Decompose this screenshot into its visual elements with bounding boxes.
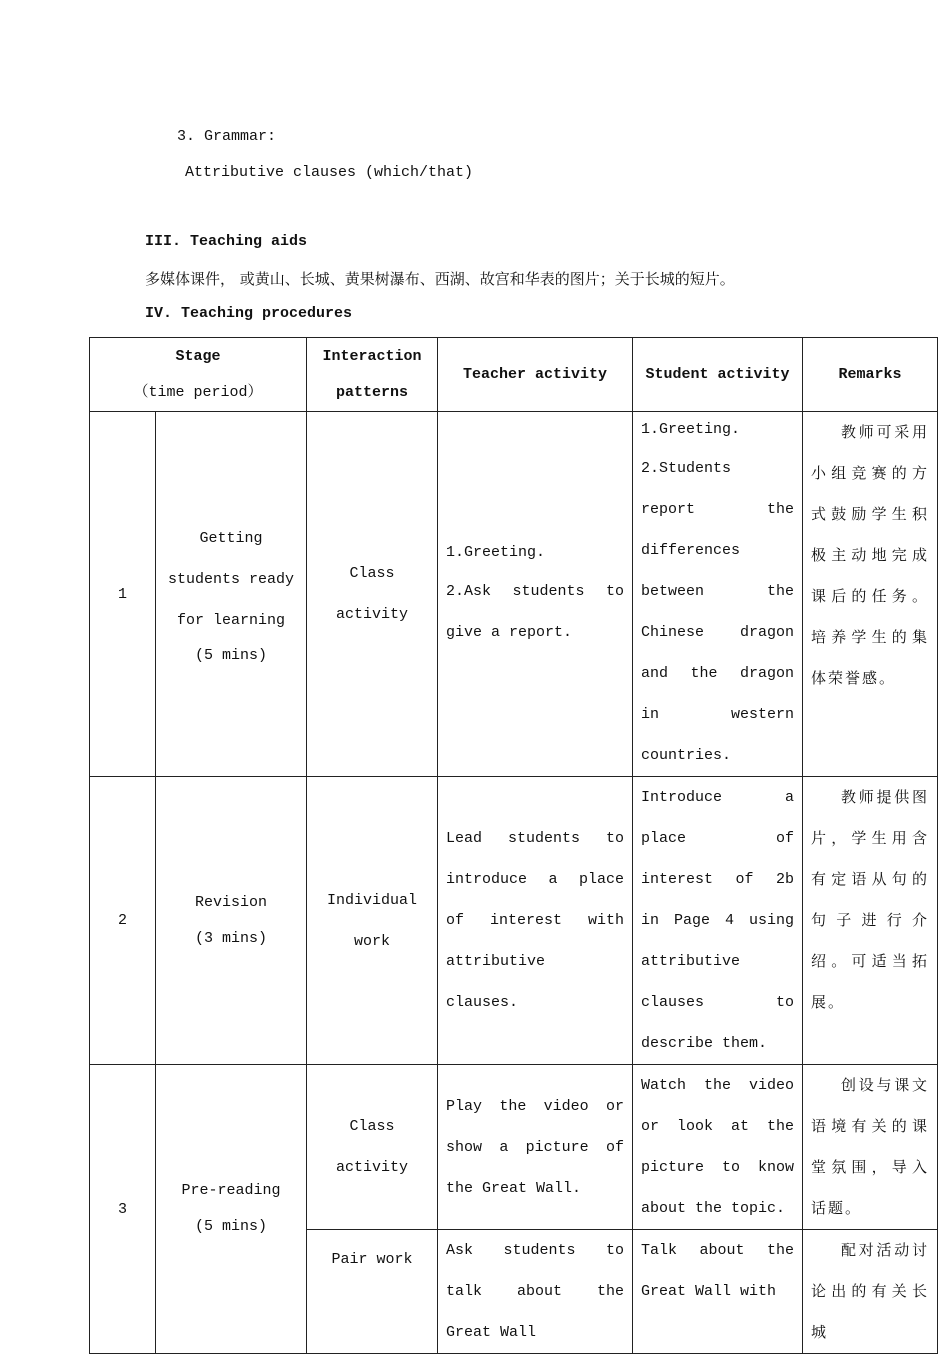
remarks-cell: 配对活动讨论出的有关长城 — [803, 1230, 938, 1354]
procedures-table — [89, 337, 938, 1354]
table-row — [90, 777, 938, 1065]
remarks-cell: 创设与课文语境有关的课堂氛围，导入话题。 — [803, 1065, 938, 1230]
header-stage: Stage （time period） — [90, 338, 307, 412]
student-activity-cell: 1.Greeting. 2.Students report the differences between the Chinese dragon and the dragon in western countries. — [633, 412, 803, 777]
header-student-activity: Student activity — [633, 338, 803, 412]
student-activity-cell: Introduce a place of interest of 2b in Page 4 using attributive clauses to describe them. — [633, 777, 803, 1065]
teaching-aids-text: 多媒体课件， 或黄山、长城、黄果树瀑布、西湖、故宫和华表的图片；关于长城的短片。 — [145, 270, 735, 288]
teacher-activity-cell: Ask students to talk about the Great Wall — [438, 1230, 633, 1354]
teacher-activity-cell: 1.Greeting. 2.Ask students to give a report. — [438, 412, 633, 777]
teacher-activity-cell: Play the video or show a picture of the Great Wall. — [438, 1065, 633, 1230]
table-row — [90, 412, 938, 777]
teaching-aids-heading: III. Teaching aids — [145, 233, 308, 250]
table-header-row — [90, 338, 938, 412]
stage-cell: Pre-reading (5 mins) — [156, 1065, 307, 1354]
pattern-cell: Individual work — [307, 777, 438, 1065]
table-row — [90, 1065, 938, 1230]
header-interaction: Interaction patterns — [307, 338, 438, 412]
row-number: 2 — [90, 777, 156, 1065]
row-number: 1 — [90, 412, 156, 777]
teacher-activity-cell: Lead students to introduce a place of interest with attributive clauses. — [438, 777, 633, 1065]
stage-cell: Revision (3 mins) — [156, 777, 307, 1065]
header-teacher-activity: Teacher activity — [438, 338, 633, 412]
student-activity-cell: Talk about the Great Wall with — [633, 1230, 803, 1354]
pattern-cell: Pair work — [307, 1230, 438, 1354]
remarks-cell: 教师可采用小组竞赛的方式鼓励学生积极主动地完成课后的任务。培养学生的集体荣誉感。 — [803, 412, 938, 777]
stage-cell: Getting students ready for learning (5 mins) — [156, 412, 307, 777]
row-number: 3 — [90, 1065, 156, 1354]
pattern-cell: Class activity — [307, 412, 438, 777]
student-activity-cell: Watch the video or look at the picture to know about the topic. — [633, 1065, 803, 1230]
remarks-cell: 教师提供图片，学生用含有定语从句的句子进行介绍。可适当拓展。 — [803, 777, 938, 1065]
grammar-heading: 3. Grammar: — [177, 128, 277, 145]
pattern-cell: Class activity — [307, 1065, 438, 1230]
grammar-item: Attributive clauses (which/that) — [185, 164, 474, 181]
teaching-procedures-heading: IV. Teaching procedures — [145, 305, 353, 322]
header-remarks: Remarks — [803, 338, 938, 412]
